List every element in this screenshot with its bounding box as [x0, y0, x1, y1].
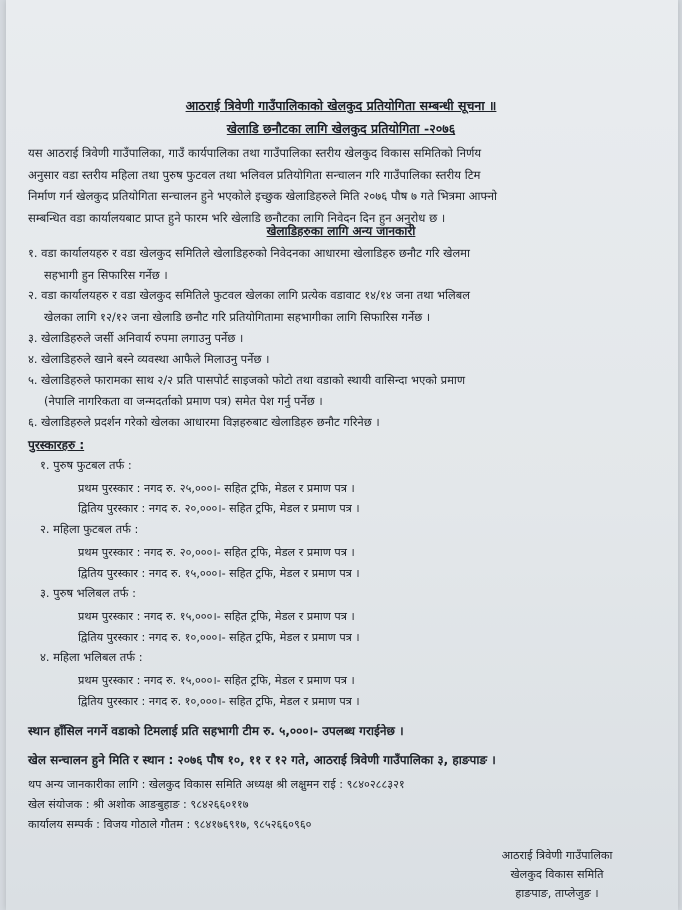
- signature-line: आठराई त्रिवेणी गाउँपालिका: [501, 849, 613, 862]
- info-item-continuation: सहभागी हुन सिफारिस गर्नेछ ।: [44, 268, 168, 282]
- prize-first: प्रथम पुरस्कार : नगद रु. १५,०००।- सहित ट्रफि, मेडल र प्रमाण पत्र ।: [78, 610, 355, 623]
- info-item: ४. खेलाडिहरुले खाने बस्ने व्यवस्था आफैले मिलाउनु पर्नेछ ।: [28, 352, 270, 366]
- intro-line: अनुसार वडा स्तरीय महिला तथा पुरुष फुटवल तथा भलिवल प्रतियोगिता सन्चालन गरि गाउँपालिका स्तरीय टिम: [28, 167, 481, 182]
- info-item: ६. खेलाडिहरुले प्रदर्शन गरेको खेलका आधारमा विज्ञहरुबाट खेलाडिहरु छनौट गरिनेछ ।: [28, 415, 380, 429]
- prize-category: ४. महिला भलिबल तर्फ :: [40, 650, 143, 664]
- signature-line: खेलकुद विकास समिति: [510, 868, 604, 881]
- info-item: १. वडा कार्यालयहरु र वडा खेलकुद समितिले खेलाडिहरुको निवेदनका आधारमा खेलाडिहरु छनौट गरि खेलमा: [28, 246, 470, 260]
- info-item: ३. खेलाडिहरुले जर्सी अनिवार्य रुपमा लगाउनु पर्नेछ ।: [28, 331, 244, 345]
- prize-first: प्रथम पुरस्कार : नगद रु. २५,०००।- सहित ट्रफि, मेडल र प्रमाण पत्र ।: [78, 482, 355, 495]
- prizes-heading: पुरस्कारहरु :: [28, 438, 85, 452]
- prize-second: द्वितिय पुरस्कार : नगद रु. १५,०००।- सहित ट्रफि, मेडल र प्रमाण पत्र ।: [78, 567, 360, 580]
- contact-line: कार्यालय सम्पर्क : विजय गोठाले गौतम : ९८४१७६९१७, ९८५२६६०९६०: [28, 818, 312, 831]
- intro-paragraph: [28, 143, 650, 229]
- info-item: २. वडा कार्यालयहरु र वडा खेलकुद समितिले फुटवल खेलका लागि प्रत्येक वडावाट १४/१४ जना तथा भलिबल: [28, 288, 470, 302]
- contact-line: खेल संयोजक : श्री अशोक आङबुहाङ : ९८४२६६०११७: [28, 798, 249, 811]
- prize-second: द्वितिय पुरस्कार : नगद रु. १०,०००।- सहित ट्रफि, मेडल र प्रमाण पत्र ।: [78, 631, 360, 644]
- intro-line: निर्माण गर्न खेलकुद प्रतियोगिता सन्चालन हुने भएकोले इच्छुक खेलाडिहरुले मिति २०७६ पौष ७ गते भित्रमा आफ्नो: [28, 189, 498, 203]
- prize-category: २. महिला फुटबल तर्फ :: [40, 522, 139, 536]
- info-item: ५. खेलाडिहरुले फारामका साथ २/२ प्रति पासपोर्ट साइजको फोटो तथा वडाको स्थायी वासिन्दा भएको प्रमाण: [28, 373, 466, 387]
- prize-first: प्रथम पुरस्कार : नगद रु. १५,०००।- सहित ट्रफि, मेडल र प्रमाण पत्र ।: [78, 674, 355, 687]
- schedule-note: खेल सन्चालन हुने मिति र स्थान : २०७६ पौष १०, ११ र १२ गते, आठराई त्रिवेणी गाउँपालिका ३, हाङपाङ ।: [28, 753, 496, 767]
- contact-line: थप अन्य जानकारीका लागि : खेलकुद विकास समिति अध्यक्ष श्री लक्षुमन राई : ९८४०२८८३२१: [28, 778, 405, 791]
- prize-category: १. पुरुष फुटबल तर्फ :: [40, 458, 132, 472]
- notice-subtitle: खेलाडि छनौटका लागि खेलकुद प्रतियोगिता -२०७६: [226, 121, 456, 136]
- participation-note: स्थान हाँसिल नगर्ने वडाको टिमलाई प्रति सहभागी टीम रु. ५,०००।- उपलब्ध गराईनेछ ।: [28, 724, 404, 738]
- info-item-continuation: (नेपालि नागरिकता वा जन्मदर्ताको प्रमाण पत्र) समेत पेश गर्नु पर्नेछ ।: [44, 394, 323, 408]
- signature-line: हाङपाङ, ताप्लेजुङ ।: [515, 887, 599, 900]
- notice-title: आठराई त्रिवेणी गाउँपालिकाको खेलकुद प्रतियोगिता सम्बन्धी सूचना ॥: [185, 98, 497, 113]
- intro-line: यस आठराई त्रिवेणी गाउँपालिका, गाउँ कार्यपालिका तथा गाउँपालिका स्तरीय खेलकुद विकास समितिको निर्णय: [28, 146, 482, 160]
- prize-first: प्रथम पुरस्कार : नगद रु. २०,०००।- सहित ट्रफि, मेडल र प्रमाण पत्र ।: [78, 546, 355, 559]
- prize-second: द्वितिय पुरस्कार : नगद रु. २०,०००।- सहित ट्रफि, मेडल र प्रमाण पत्र ।: [78, 502, 360, 515]
- info-item-continuation: खेलका लागि १२/१२ जना खेलाडि छनौट गरि प्रतियोगितामा सहभागीका लागि सिफारिस गर्नेछ ।: [44, 310, 431, 324]
- info-heading: खेलाडिहरुका लागि अन्य जानकारी: [266, 224, 416, 238]
- prize-category: ३. पुरुष भलिबल तर्फ :: [40, 586, 136, 600]
- intro-line: सम्बन्धित वडा कार्यालयबाट प्राप्त हुने फारम भरि खेलाडि छनौटका लागि निवेदन दिन हुन अनुरोध छ ।: [28, 210, 446, 225]
- prize-second: द्वितिय पुरस्कार : नगद रु. १०,०००।- सहित ट्रफि, मेडल र प्रमाण पत्र ।: [78, 695, 360, 708]
